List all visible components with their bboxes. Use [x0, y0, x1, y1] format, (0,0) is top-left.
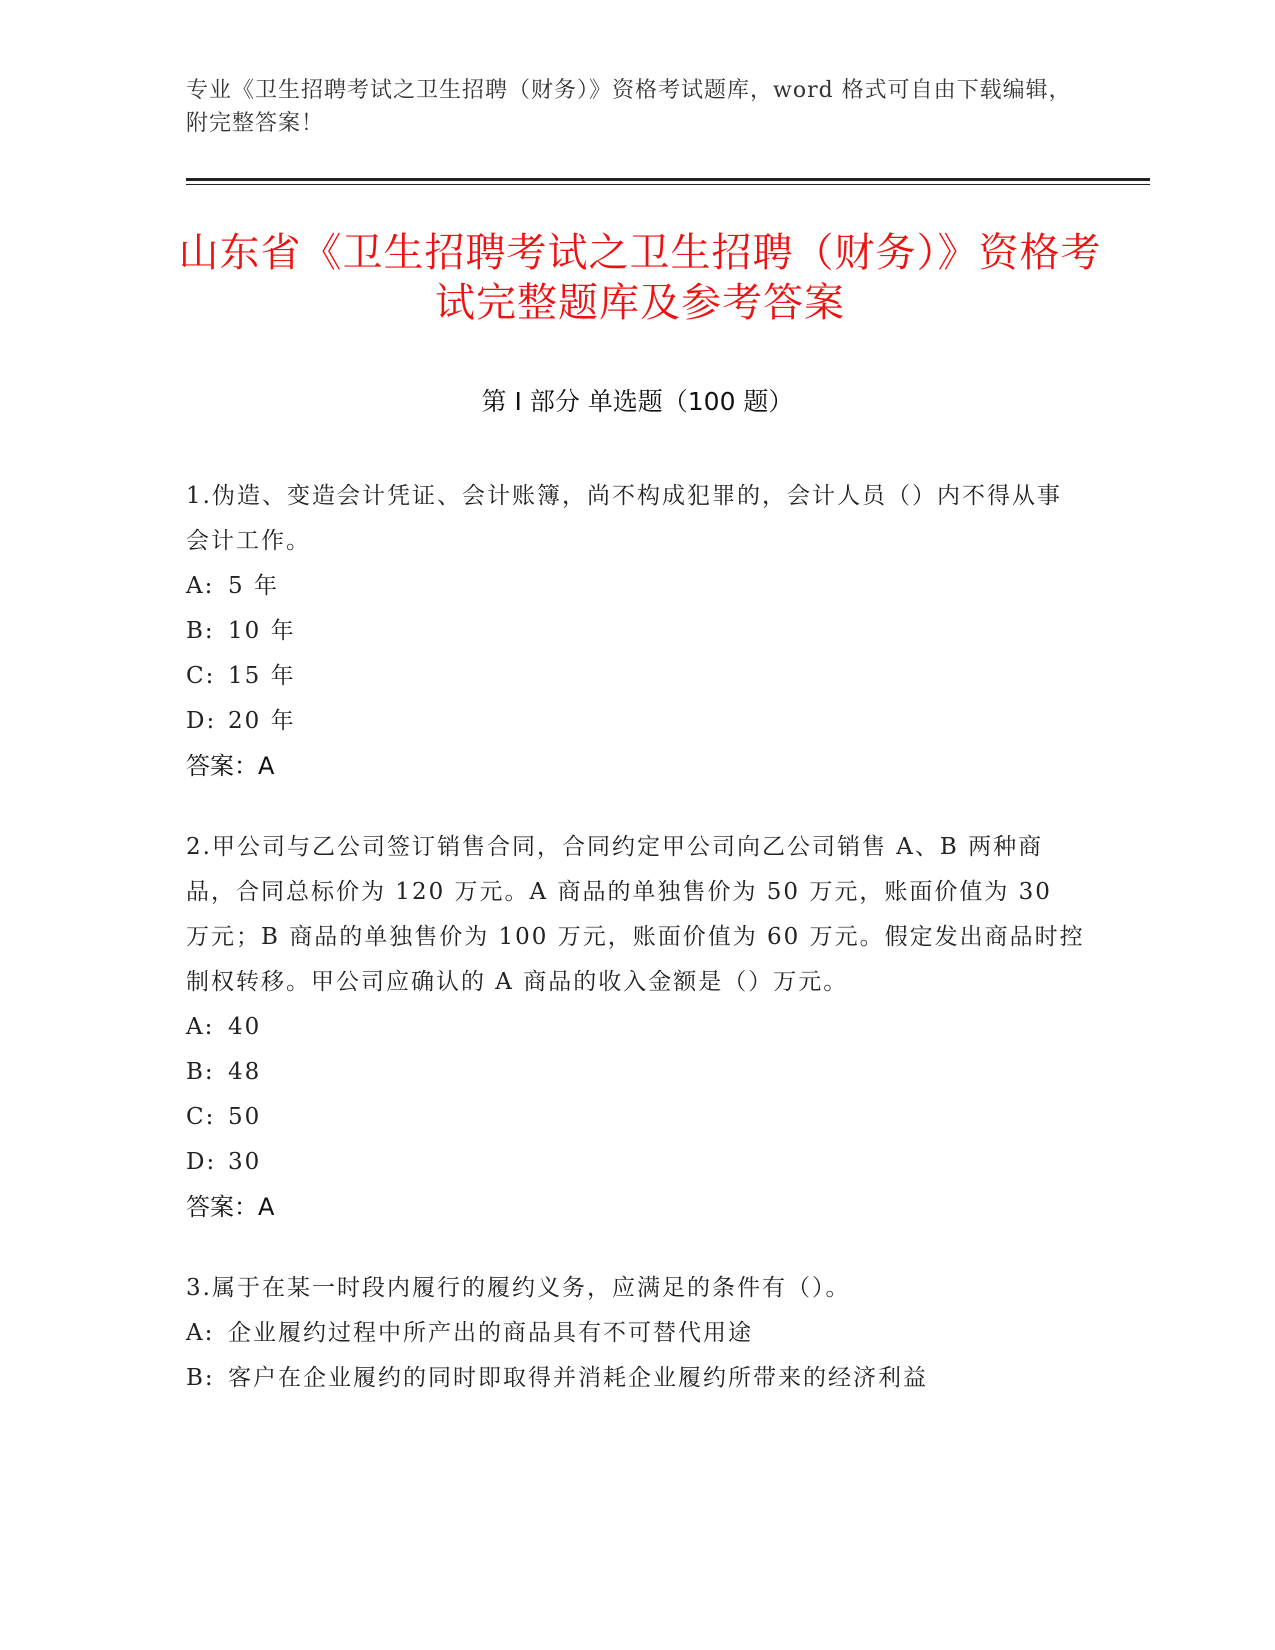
- option-letter: D:: [186, 1149, 217, 1175]
- option-text: 15 年: [228, 663, 296, 689]
- header-note: 专业《卫生招聘考试之卫生招聘（财务）》资格考试题库，word 格式可自由下载编辑，附完整答案！: [186, 78, 1072, 136]
- option-text: 10 年: [228, 618, 296, 644]
- option-text: 30: [228, 1149, 262, 1175]
- option-d: [186, 1140, 1086, 1185]
- option-letter: B:: [186, 1365, 215, 1391]
- option-text: 40: [228, 1014, 262, 1040]
- option-letter: B:: [186, 1059, 215, 1085]
- answer-line: 答案：A: [186, 752, 275, 780]
- option-letter: B:: [186, 618, 215, 644]
- answer-line: 答案：A: [186, 1193, 275, 1221]
- question-stem: 3.属于在某一时段内履行的履约义务，应满足的条件有（）。: [186, 1275, 851, 1301]
- option-text: 企业履约过程中所产出的商品具有不可替代用途: [228, 1320, 753, 1346]
- question-stem: 2.甲公司与乙公司签订销售合同，合同约定甲公司向乙公司销售 A、B 两种商品，合同总标价为 120 万元。A 商品的单独售价为 50 万元，账面价值为 30 万元；B 商品的单独售价为 100 万元，账面价值为 60 万元。假定发出商品时控制权转移。甲公司应确认的 A 商品的收入金额是（）万元。: [186, 834, 1085, 995]
- option-text: 客户在企业履约的同时即取得并消耗企业履约所带来的经济利益: [228, 1365, 928, 1391]
- option-letter: D:: [186, 708, 217, 734]
- option-letter: A:: [186, 1320, 215, 1346]
- option-letter: A:: [186, 573, 215, 599]
- option-d: [186, 699, 1086, 744]
- option-letter: C:: [186, 663, 216, 689]
- option-c: [186, 1095, 1086, 1140]
- option-text: 20 年: [228, 708, 296, 734]
- question-stem: 1.伪造、变造会计凭证、会计账簿，尚不构成犯罪的，会计人员（）内不得从事会计工作。: [186, 483, 1062, 554]
- option-letter: C:: [186, 1104, 216, 1130]
- option-text: 5 年: [228, 573, 279, 599]
- section-heading: 第 I 部分 单选题（100 题）: [481, 387, 794, 416]
- question-list: [186, 474, 1086, 1437]
- option-a: [186, 1311, 1086, 1356]
- question-1: [186, 474, 1086, 789]
- option-a: [186, 564, 1086, 609]
- option-text: 50: [228, 1104, 262, 1130]
- option-b: [186, 1356, 1086, 1401]
- option-text: 48: [228, 1059, 262, 1085]
- question-2: [186, 825, 1086, 1230]
- document-title: 山东省《卫生招聘考试之卫生招聘（财务）》资格考试完整题库及参考答案: [178, 230, 1102, 326]
- option-c: [186, 654, 1086, 699]
- header-divider-thin: [186, 184, 1150, 185]
- option-letter: A:: [186, 1014, 215, 1040]
- option-a: [186, 1005, 1086, 1050]
- option-b: [186, 1050, 1086, 1095]
- header-divider-thick: [186, 178, 1150, 181]
- question-3: [186, 1266, 1086, 1401]
- option-b: [186, 609, 1086, 654]
